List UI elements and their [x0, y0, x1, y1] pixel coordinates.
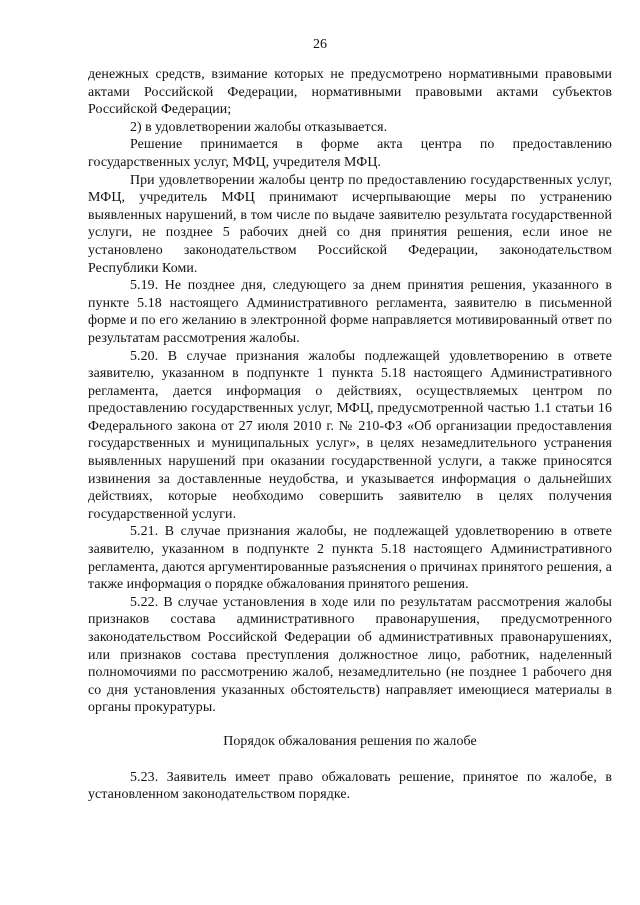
section-heading: Порядок обжалования решения по жалобе — [223, 733, 477, 749]
paragraph-5-21: 5.21. В случае признания жалобы, не подлежащей удовлетворению в ответе заявителю, указанном в подпункте 2 пункта 5.18 настоящего Административного регламента, даются аргументированные разъяснения о причинах принятого решения, а также информация о порядке обжалования принятого решения. — [88, 524, 612, 593]
paragraph-5-19: 5.19. Не позднее дня, следующего за днем принятия решения, указанного в пункте 5.18 настоящего Административного регламента, заявителю в письменной форме и по его желанию в электронной форме направляется мотивированный ответ по результатам рассмотрения жалобы. — [88, 278, 612, 346]
paragraph-5-23: 5.23. Заявитель имеет право обжаловать решение, принятое по жалобе, в установленном законодательством порядке. — [88, 769, 612, 803]
paragraph-refusal: 2) в удовлетворении жалобы отказывается. — [130, 119, 388, 135]
paragraph-5-22: 5.22. В случае установления в ходе или по результатам рассмотрения жалобы признаков состава административного правонарушения, предусмотренного законодательством Российской Федерации об административных правонарушениях, или признаков состава преступления должностное лицо, работник, наделенный полномочиями по рассмотрению жалоб, незамедлительно (не позднее 1 рабочего дня со дня установления указанных обстоятельств) направляет имеющиеся материалы в органы прокуратуры. — [88, 594, 612, 716]
paragraph-continuation: денежных средств, взимание которых не предусмотрено нормативными правовыми актами Российской Федерации, нормативными правовыми актами субъектов Российской Федерации; — [88, 67, 612, 118]
paragraph-satisfaction-measures: При удовлетворении жалобы центр по предоставлению государственных услуг, МФЦ, учредитель МФЦ принимают исчерпывающие меры по устранению выявленных нарушений, в том числе по выдаче заявителю результата государственной услуги, не позднее 5 рабочих дней со дня принятия решения, если иное не установлено законодательством Российской Федерации, законодательством Республики Коми. — [88, 172, 612, 276]
page-number: 26 — [313, 37, 327, 52]
document-body — [88, 66, 612, 804]
paragraph-5-20: 5.20. В случае признания жалобы подлежащей удовлетворению в ответе заявителю, указанном в подпункте 1 пункта 5.18 настоящего Административного регламента, дается информация о действиях, осуществляемых центром по предоставлению государственных услуг, МФЦ, предусмотренной частью 1.1 статьи 16 Федерального закона от 27 июля 2010 г. № 210-ФЗ «Об организации предоставления государственных и муниципальных услуг», в целях незамедлительного устранения выявленных нарушений при оказании государственной услуги, а также приносятся извинения за доставленные неудобства, и указывается информация о дальнейших действиях, которые необходимо совершить заявителю в целях получения государственной услуги. — [88, 348, 612, 522]
paragraph-decision-form: Решение принимается в форме акта центра по предоставлению государственных услуг, МФЦ, учредителя МФЦ. — [88, 137, 612, 170]
